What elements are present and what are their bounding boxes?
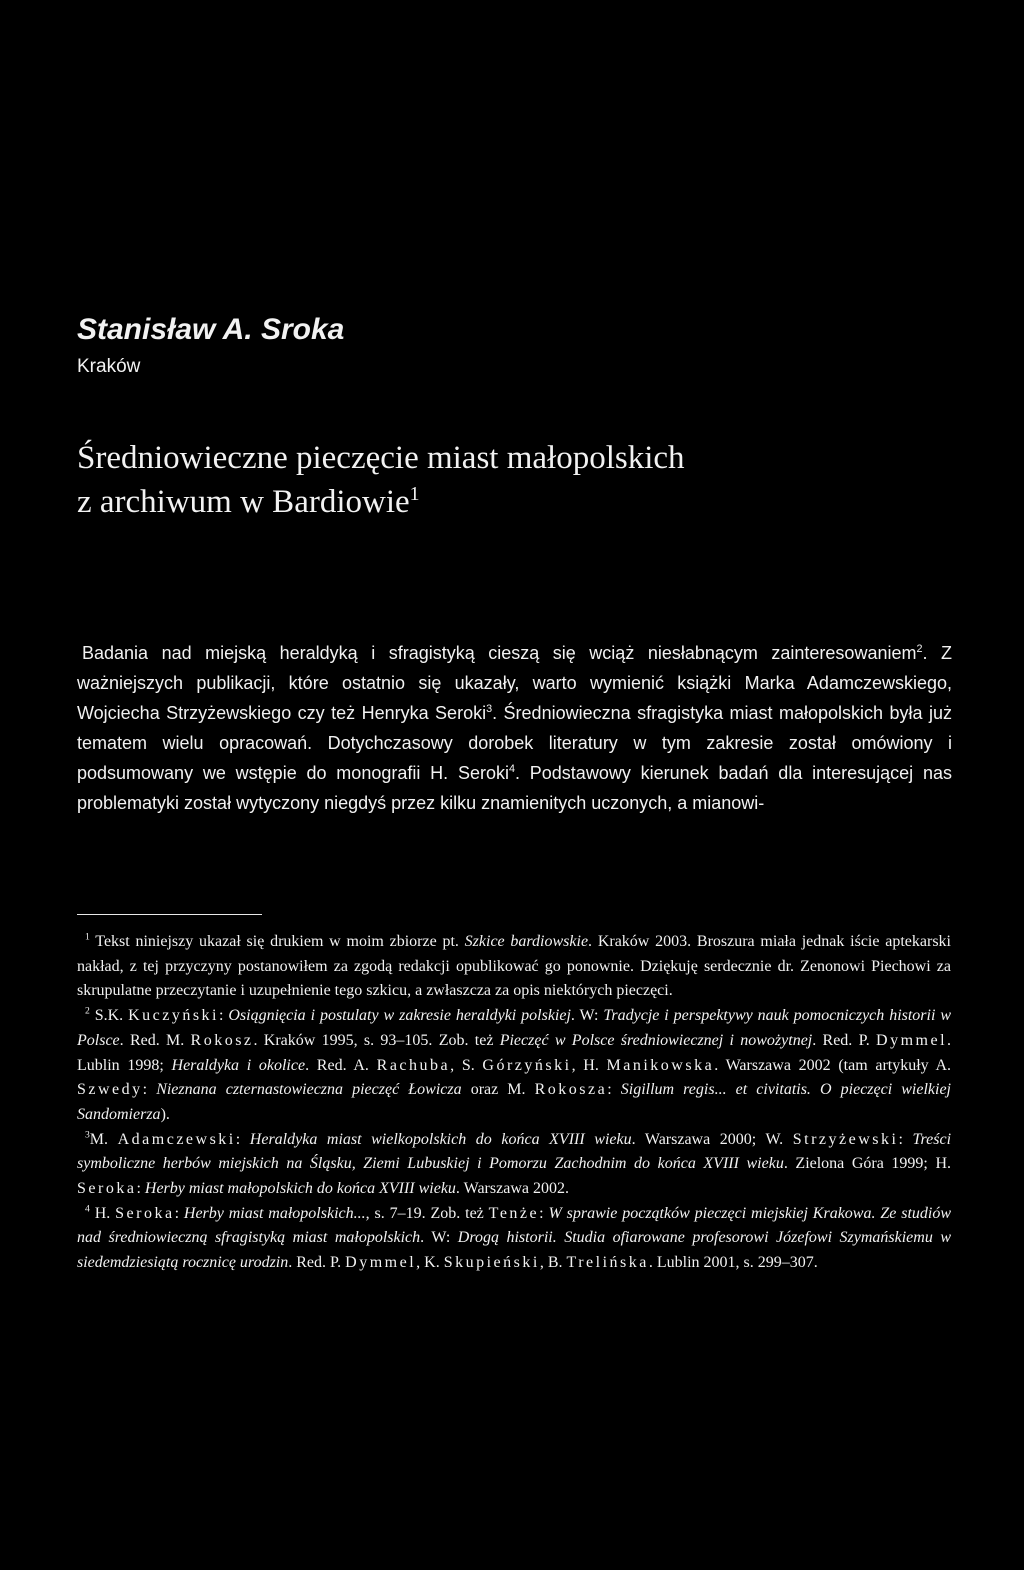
footnote-author: Rokosza (534, 1081, 608, 1099)
title-footnote-ref: 1 (409, 483, 420, 505)
footnote-ref: 3 (486, 703, 493, 715)
body-segment: . Z ważniejszych publikacji, które ostatnio się ukazały, warto wymienić książki Marka Adamczewskiego, Wojciecha Strzyżewskiego czy też Henryka Seroki (77, 643, 953, 723)
footnote-text: . Warszawa 2002 (tam artykuły A. (714, 1056, 952, 1074)
footnote-author: Seroka (115, 1204, 175, 1222)
body-segment: Badania nad miejską heraldyką i sfragistyką cieszą się wciąż niesłabnącym zainteresowaniem (82, 643, 917, 663)
footnote-title: Herby miast małopolskich do końca XVIII wieku (144, 1180, 456, 1198)
footnote-author: Trelińska (566, 1254, 649, 1272)
footnote-text: , s. 7–19. Zob. też (365, 1204, 489, 1222)
footnote-text: S.K. (94, 1007, 129, 1025)
footnote-3 (77, 1128, 951, 1202)
footnote-author: Górzyński (482, 1056, 572, 1074)
footnote-text: . Lublin 1998; (77, 1031, 952, 1074)
footnote-author: Tenże (488, 1204, 540, 1222)
footnote-2 (77, 1004, 951, 1128)
footnote-title: Drogą historii. Studia ofiarowane profesorowi Józefowi Szymańskiemu w siedemdziesiątą rocznicę urodzin (77, 1229, 951, 1272)
footnote-title: Heraldyka miast wielkopolskich do końca XVIII wieku (249, 1130, 632, 1148)
footnotes-section (77, 930, 951, 1276)
footnote-title: Nieznana czternastowieczna pieczęć Łowicza (156, 1081, 462, 1099)
footnote-title: Herby miast małopolskich... (183, 1204, 366, 1222)
footnote-author: Seroka (77, 1180, 137, 1198)
footnote-text: . Kraków 2003. Broszura miała jednak iście aptekarski nakład, z tej przyczyny postanowiłem za zgodą redakcji opublikować go ponownie. Dziękuję serdecznie dr. Zenonowi Piechowi za skrupulatne przeczytanie i uzupełnienie tego szkicu, a zwłaszcza za opis niektórych pieczęci. (77, 933, 951, 1000)
author-name: Stanisław A. Sroka (77, 313, 345, 346)
footnote-number: 2 (85, 1005, 90, 1017)
footnote-title: Heraldyka i okolice (171, 1056, 306, 1074)
footnote-author: Kuczyński (128, 1007, 219, 1025)
footnote-text: : (607, 1081, 621, 1099)
footnote-ref: 4 (508, 763, 515, 775)
footnote-title: Treści symboliczne herbów miejskich na Śląsku, Ziemi Lubuskiej i Pomorzu Zachodnim do końca XVIII wieku (77, 1130, 952, 1173)
author-city: Kraków (77, 356, 141, 377)
footnote-text: . Red. A. (305, 1056, 377, 1074)
footnote-title: Szkice bardiowskie (464, 933, 589, 950)
footnote-text: . Zielona Góra 1999; H. (783, 1155, 952, 1173)
footnote-author: Adamczewski (117, 1130, 236, 1148)
footnote-author: Rachuba (376, 1056, 451, 1074)
footnote-text: : (235, 1130, 250, 1148)
footnote-text: . W: (420, 1229, 458, 1247)
footnote-author: Dymmel (345, 1254, 417, 1272)
footnote-1 (77, 930, 951, 1004)
footnote-text: , K. (416, 1254, 444, 1272)
footnote-text: M. (89, 1130, 118, 1148)
footnote-number: 3 (85, 1129, 90, 1141)
footnote-text: . Red. M. (119, 1031, 191, 1049)
footnote-text: . Lublin 2001, s. 299–307. (648, 1254, 818, 1272)
footnote-number: 4 (85, 1203, 90, 1215)
footnote-text: . Red. P. (812, 1031, 877, 1049)
footnote-text: , S. (450, 1056, 483, 1074)
footnote-text: . Red. P. (288, 1254, 346, 1272)
footnote-title: Osiągnięcia i postulaty w zakresie heraldyki polskiej (228, 1007, 571, 1025)
footnote-author: Dymmel (876, 1031, 948, 1049)
footnote-author: Rokosz (190, 1031, 254, 1049)
footnote-text: : (219, 1007, 229, 1025)
title-line-2: z archiwum w Bardiowie (77, 484, 410, 520)
footnote-text: . Warszawa 2002. (455, 1180, 569, 1198)
footnote-4 (77, 1202, 951, 1276)
footnote-text: , H. (571, 1056, 607, 1074)
footnote-author: Szwedy (77, 1081, 143, 1099)
footnote-text: : (898, 1130, 913, 1148)
footnote-text: Tekst niniejszy ukazał się drukiem w moim zbiorze pt. (95, 933, 465, 950)
footnote-author: Skupieński (443, 1254, 540, 1272)
footnote-text: : (142, 1081, 157, 1099)
footnote-text: : (136, 1180, 145, 1198)
footnote-author: Strzyżewski (792, 1130, 899, 1148)
footnote-ref: 2 (916, 643, 923, 655)
footnote-text: . Kraków 1995, s. 93–105. Zob. też (253, 1031, 500, 1049)
footnote-title: Sigillum regis... et civitatis. O pieczęci wielkiej Sandomierza (77, 1081, 951, 1123)
footnote-title: Tradycje i perspektywy nauk pomocniczych historii w Polsce (77, 1007, 951, 1049)
footnote-text: . W: (570, 1007, 604, 1025)
footnote-text: H. (94, 1204, 116, 1222)
footnote-text: ). (160, 1105, 170, 1123)
footnote-title: W sprawie początków pieczęci miejskiej Krakowa. Ze studiów nad średniowieczną sfragistyką miast małopolskich (77, 1204, 952, 1247)
footnote-text: oraz M. (461, 1081, 535, 1099)
article-title (77, 436, 957, 524)
body-segment: . Podstawowy kierunek badań dla interesującej nas problematyki został wytyczony niegdyś przez kilku znamienitych uczonych, a mianowi- (77, 763, 952, 813)
body-paragraph (77, 638, 952, 818)
footnote-number: 1 (85, 931, 90, 943)
footnote-text: : (174, 1204, 184, 1222)
footnote-divider (77, 914, 262, 915)
footnote-text: . Warszawa 2000; W. (631, 1130, 793, 1148)
footnote-title: Pieczęć w Polsce średniowiecznej i nowożytnej (499, 1031, 813, 1049)
footnote-author: Manikowska (606, 1056, 715, 1074)
footnote-text: : (539, 1204, 549, 1222)
title-line-1: Średniowieczne pieczęcie miast małopolskich (77, 440, 685, 476)
body-segment: . Średniowieczna sfragistyka miast małopolskich była już tematem wielu opracowań. Dotychczasowy dorobek literatury w tym zakresie został omówiony i podsumowany we wstępie do monografii H. Seroki (77, 703, 952, 783)
footnote-text: , B. (539, 1254, 567, 1272)
